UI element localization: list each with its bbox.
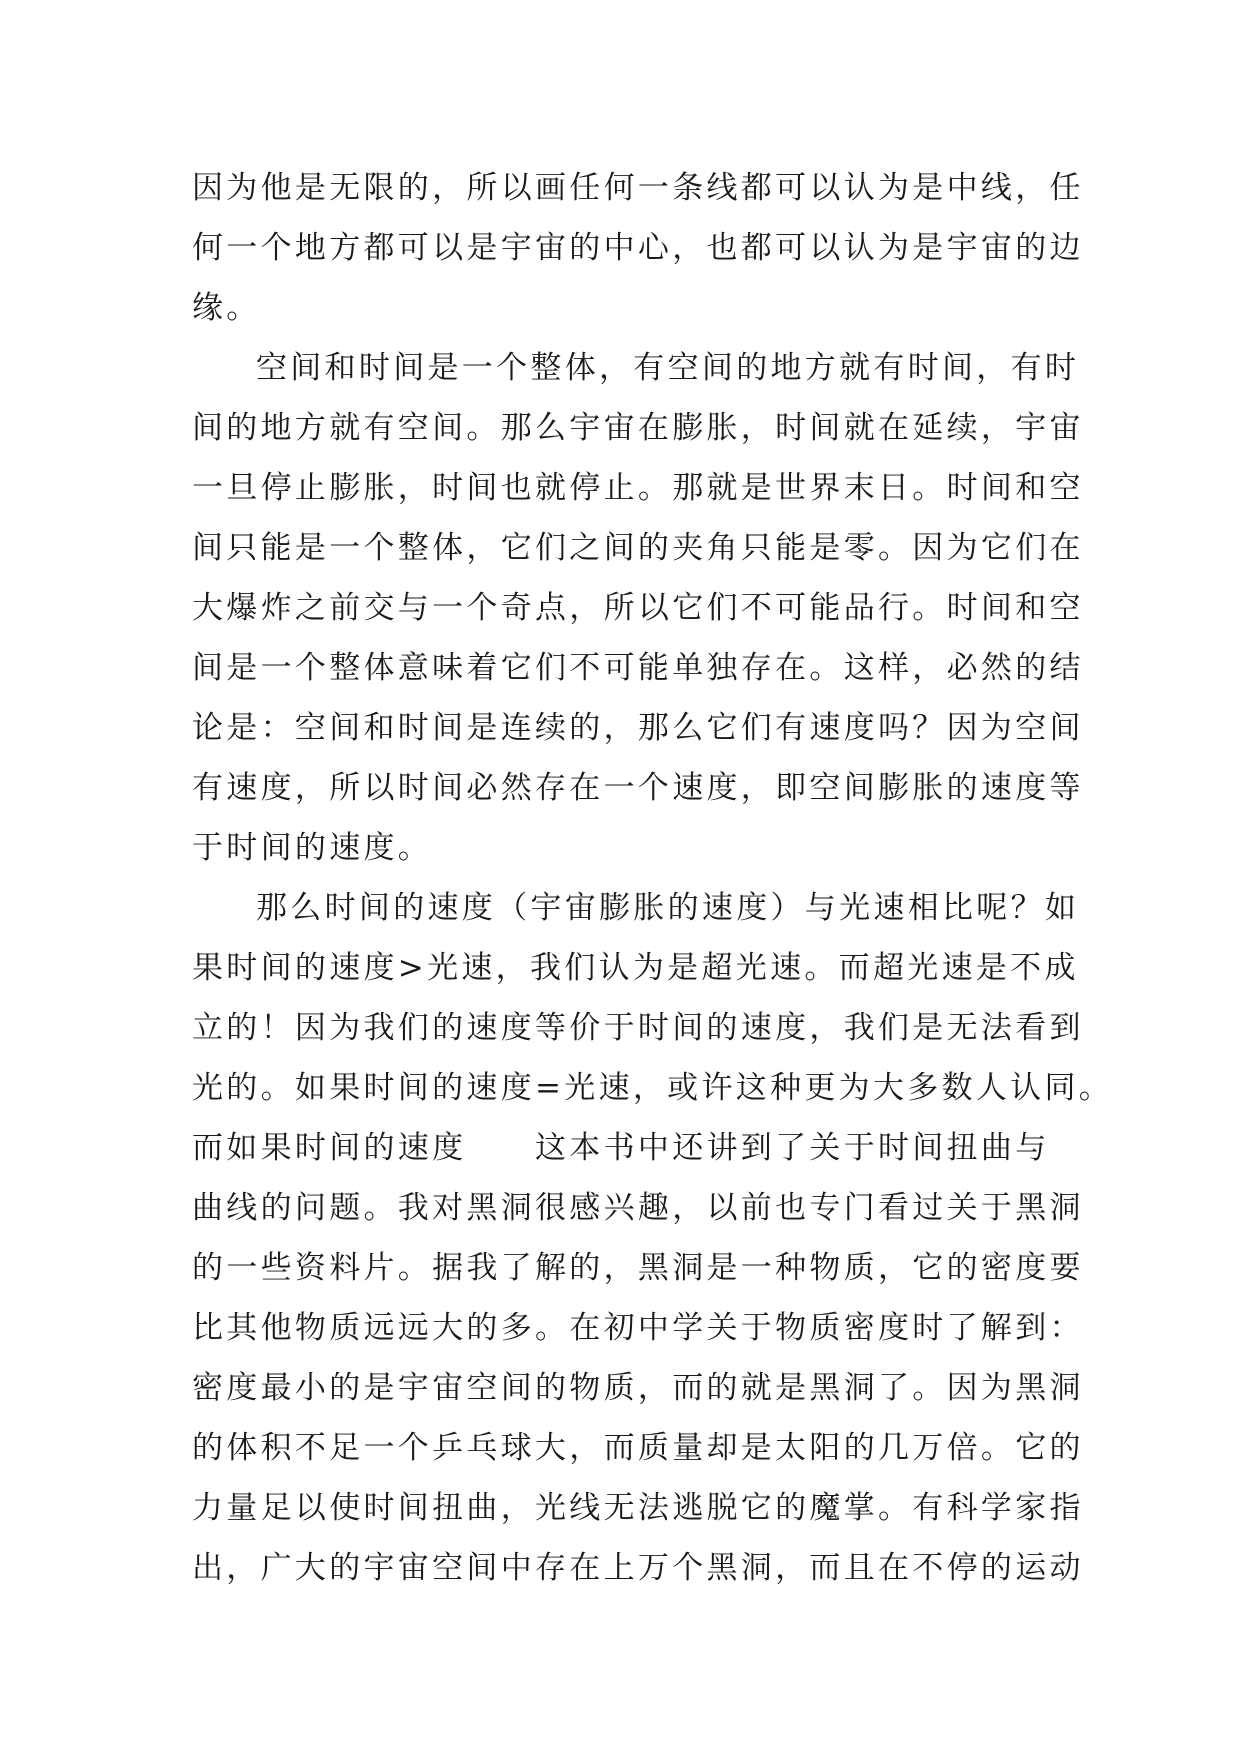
- text-line: 的体积不足一个乒乓球大，而质量却是太阳的几万倍。它的: [192, 1430, 1084, 1466]
- text-line: 于时间的速度。: [192, 830, 433, 866]
- text-line: 曲线的问题。我对黑洞很感兴趣，以前也专门看过关于黑洞: [192, 1190, 1084, 1226]
- text-line: 光的。如果时间的速度=光速，或许这种更为大多数人认同。: [192, 1070, 1114, 1106]
- paragraph-first-line: 那么时间的速度（宇宙膨胀的速度）与光速相比呢？如: [256, 890, 1080, 926]
- text-line: 因为他是无限的，所以画任何一条线都可以认为是中线，任: [192, 170, 1084, 206]
- text-line: 大爆炸之前交与一个奇点，所以它们不可能品行。时间和空: [192, 590, 1084, 626]
- text-line: 何一个地方都可以是宇宙的中心，也都可以认为是宇宙的边: [192, 230, 1084, 266]
- text-line: 间的地方就有空间。那么宇宙在膨胀，时间就在延续，宇宙: [192, 410, 1084, 446]
- text-line: 有速度，所以时间必然存在一个速度，即空间膨胀的速度等: [192, 770, 1084, 806]
- paragraph-first-line: 空间和时间是一个整体，有空间的地方就有时间，有时: [256, 350, 1080, 386]
- text-line: 论是：空间和时间是连续的，那么它们有速度吗？因为空间: [192, 710, 1084, 746]
- text-line: 间只能是一个整体，它们之间的夹角只能是零。因为它们在: [192, 530, 1084, 566]
- text-line: 一旦停止膨胀，时间也就停止。那就是世界末日。时间和空: [192, 470, 1084, 506]
- text-line: 立的！因为我们的速度等价于时间的速度，我们是无法看到: [192, 1010, 1084, 1046]
- text-line: 出，广大的宇宙空间中存在上万个黑洞，而且在不停的运动: [192, 1550, 1084, 1586]
- text-line: 果时间的速度>光速，我们认为是超光速。而超光速是不成: [192, 950, 1079, 986]
- text-line: 比其他物质远远大的多。在初中学关于物质密度时了解到：: [192, 1310, 1084, 1346]
- text-line: 密度最小的是宇宙空间的物质，而的就是黑洞了。因为黑洞: [192, 1370, 1084, 1406]
- document-page: [192, 158, 1114, 1598]
- text-line: 而如果时间的速度 这本书中还讲到了关于时间扭曲与: [192, 1130, 1050, 1166]
- text-line: 的一些资料片。据我了解的，黑洞是一种物质，它的密度要: [192, 1250, 1084, 1286]
- text-line: 间是一个整体意味着它们不可能单独存在。这样，必然的结: [192, 650, 1084, 686]
- text-line: 缘。: [192, 290, 261, 326]
- text-line: 力量足以使时间扭曲，光线无法逃脱它的魔掌。有科学家指: [192, 1490, 1084, 1526]
